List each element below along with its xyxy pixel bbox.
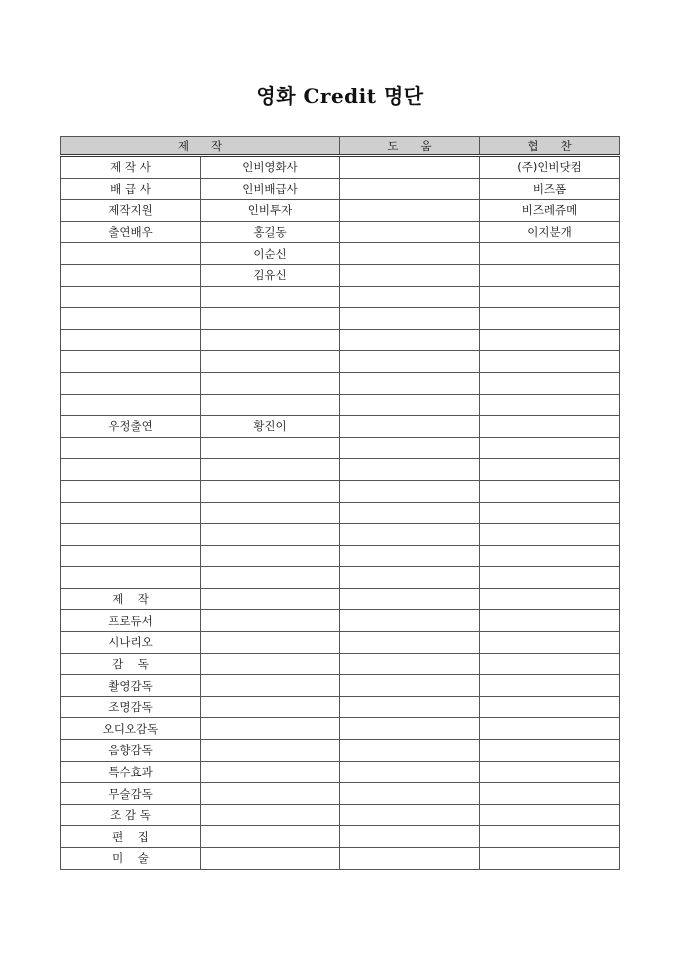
support-cell[interactable] [340,178,480,200]
table-row [61,351,620,373]
sponsor-cell[interactable] [480,804,620,826]
sponsor-cell[interactable]: 이지분개 [480,221,620,243]
support-cell[interactable] [340,200,480,222]
support-cell[interactable] [340,848,480,870]
name-cell[interactable] [201,351,340,373]
table-row [61,848,620,870]
role-cell[interactable] [61,308,201,330]
role-cell[interactable] [61,394,201,416]
support-cell[interactable] [340,286,480,308]
role-cell[interactable] [61,286,201,308]
name-cell[interactable] [201,545,340,567]
sponsor-cell[interactable] [480,308,620,330]
table-row [61,588,620,610]
name-cell[interactable] [201,588,340,610]
table-row [61,761,620,783]
table-row [61,804,620,826]
name-cell[interactable] [201,329,340,351]
sponsor-cell[interactable] [480,502,620,524]
support-cell[interactable] [340,804,480,826]
name-cell[interactable] [201,761,340,783]
sponsor-cell[interactable] [480,718,620,740]
name-cell[interactable] [201,740,340,762]
sponsor-cell[interactable] [480,740,620,762]
sponsor-cell[interactable] [480,696,620,718]
name-cell[interactable]: 인비영화사 [201,156,340,179]
sponsor-cell[interactable]: 비즈폼 [480,178,620,200]
table-row [61,178,620,200]
sponsor-cell[interactable] [480,416,620,438]
support-cell[interactable] [340,437,480,459]
credit-table [60,136,620,870]
support-cell[interactable] [340,394,480,416]
sponsor-cell[interactable] [480,826,620,848]
role-cell[interactable] [61,545,201,567]
support-cell[interactable] [340,718,480,740]
table-row [61,524,620,546]
table-row [61,502,620,524]
name-cell[interactable] [201,480,340,502]
role-cell[interactable]: 조명감독 [61,696,201,718]
support-cell[interactable] [340,610,480,632]
role-cell[interactable] [61,372,201,394]
name-cell[interactable]: 김유신 [201,264,340,286]
support-cell[interactable] [340,221,480,243]
header-row [61,137,620,156]
name-cell[interactable] [201,394,340,416]
sponsor-cell[interactable] [480,459,620,481]
table-row [61,696,620,718]
header-support: 도 움 [340,137,480,156]
table-row [61,308,620,330]
table-row [61,156,620,179]
role-cell[interactable] [61,524,201,546]
table-row [61,459,620,481]
role-cell[interactable]: 무술감독 [61,783,201,805]
table-row [61,329,620,351]
role-cell[interactable]: 출연배우 [61,221,201,243]
name-cell[interactable] [201,502,340,524]
support-cell[interactable] [340,459,480,481]
role-cell[interactable]: 제작지원 [61,200,201,222]
name-cell[interactable]: 홍길동 [201,221,340,243]
support-cell[interactable] [340,156,480,179]
support-cell[interactable] [340,567,480,589]
sponsor-cell[interactable] [480,480,620,502]
role-cell[interactable] [61,480,201,502]
name-cell[interactable]: 황진이 [201,416,340,438]
support-cell[interactable] [340,826,480,848]
name-cell[interactable] [201,567,340,589]
table-row [61,826,620,848]
sponsor-cell[interactable] [480,286,620,308]
table-row [61,200,620,222]
support-cell[interactable] [340,416,480,438]
support-cell[interactable] [340,740,480,762]
sponsor-cell[interactable] [480,632,620,654]
support-cell[interactable] [340,372,480,394]
role-cell[interactable]: 프로듀서 [61,610,201,632]
table-row [61,286,620,308]
role-cell[interactable] [61,567,201,589]
table-row [61,221,620,243]
name-cell[interactable]: 인비투자 [201,200,340,222]
table-row [61,783,620,805]
role-cell[interactable] [61,329,201,351]
name-cell[interactable]: 이순신 [201,243,340,265]
name-cell[interactable] [201,675,340,697]
support-cell[interactable] [340,524,480,546]
name-cell[interactable] [201,848,340,870]
support-cell[interactable] [340,480,480,502]
sponsor-cell[interactable] [480,394,620,416]
sponsor-cell[interactable] [480,848,620,870]
role-cell[interactable] [61,502,201,524]
sponsor-cell[interactable] [480,524,620,546]
support-cell[interactable] [340,696,480,718]
role-cell[interactable]: 특수효과 [61,761,201,783]
table-row [61,632,620,654]
support-cell[interactable] [340,329,480,351]
name-cell[interactable] [201,826,340,848]
sponsor-cell[interactable] [480,351,620,373]
role-cell[interactable]: 감 독 [61,653,201,675]
page-title: 영화 Credit 명단 [256,84,424,108]
support-cell[interactable] [340,632,480,654]
sponsor-cell[interactable] [480,675,620,697]
table-row [61,718,620,740]
table-row [61,394,620,416]
support-cell[interactable] [340,588,480,610]
name-cell[interactable] [201,286,340,308]
name-cell[interactable] [201,696,340,718]
support-cell[interactable] [340,502,480,524]
role-cell[interactable]: 오디오감독 [61,718,201,740]
name-cell[interactable] [201,308,340,330]
table-row [61,675,620,697]
header-sponsor: 협 찬 [480,137,620,156]
table-row [61,416,620,438]
table-row [61,264,620,286]
support-cell[interactable] [340,675,480,697]
sponsor-cell[interactable] [480,243,620,265]
role-cell[interactable] [61,243,201,265]
name-cell[interactable] [201,372,340,394]
name-cell[interactable] [201,610,340,632]
name-cell[interactable] [201,437,340,459]
table-row [61,372,620,394]
sponsor-cell[interactable] [480,783,620,805]
name-cell[interactable]: 인비배급사 [201,178,340,200]
name-cell[interactable] [201,718,340,740]
role-cell[interactable] [61,264,201,286]
role-cell[interactable]: 배 급 사 [61,178,201,200]
role-cell[interactable] [61,351,201,373]
support-cell[interactable] [340,653,480,675]
table-row [61,740,620,762]
table-row [61,567,620,589]
sponsor-cell[interactable] [480,588,620,610]
name-cell[interactable] [201,459,340,481]
table-row [61,545,620,567]
name-cell[interactable] [201,804,340,826]
table-row [61,243,620,265]
sponsor-cell[interactable]: 비즈레쥬메 [480,200,620,222]
table-row [61,610,620,632]
sponsor-cell[interactable] [480,761,620,783]
name-cell[interactable] [201,524,340,546]
support-cell[interactable] [340,308,480,330]
support-cell[interactable] [340,783,480,805]
role-cell[interactable]: 촬영감독 [61,675,201,697]
header-production: 제 작 [61,137,340,156]
sponsor-cell[interactable] [480,264,620,286]
table-row [61,480,620,502]
role-cell[interactable]: 조 감 독 [61,804,201,826]
role-cell[interactable]: 미 술 [61,848,201,870]
table-row [61,437,620,459]
name-cell[interactable] [201,653,340,675]
role-cell[interactable]: 제 작 [61,588,201,610]
role-cell[interactable]: 음향감독 [61,740,201,762]
role-cell[interactable]: 시나리오 [61,632,201,654]
sponsor-cell[interactable] [480,653,620,675]
name-cell[interactable] [201,783,340,805]
support-cell[interactable] [340,243,480,265]
name-cell[interactable] [201,632,340,654]
role-cell[interactable]: 편 집 [61,826,201,848]
table-row [61,653,620,675]
support-cell[interactable] [340,351,480,373]
sponsor-cell[interactable] [480,610,620,632]
sponsor-cell[interactable] [480,567,620,589]
role-cell[interactable]: 제 작 사 [61,156,201,179]
support-cell[interactable] [340,761,480,783]
role-cell[interactable]: 우정출연 [61,416,201,438]
sponsor-cell[interactable] [480,437,620,459]
sponsor-cell[interactable] [480,372,620,394]
support-cell[interactable] [340,545,480,567]
sponsor-cell[interactable] [480,545,620,567]
role-cell[interactable] [61,437,201,459]
role-cell[interactable] [61,459,201,481]
sponsor-cell[interactable] [480,329,620,351]
sponsor-cell[interactable]: (주)인비닷컴 [480,156,620,179]
support-cell[interactable] [340,264,480,286]
